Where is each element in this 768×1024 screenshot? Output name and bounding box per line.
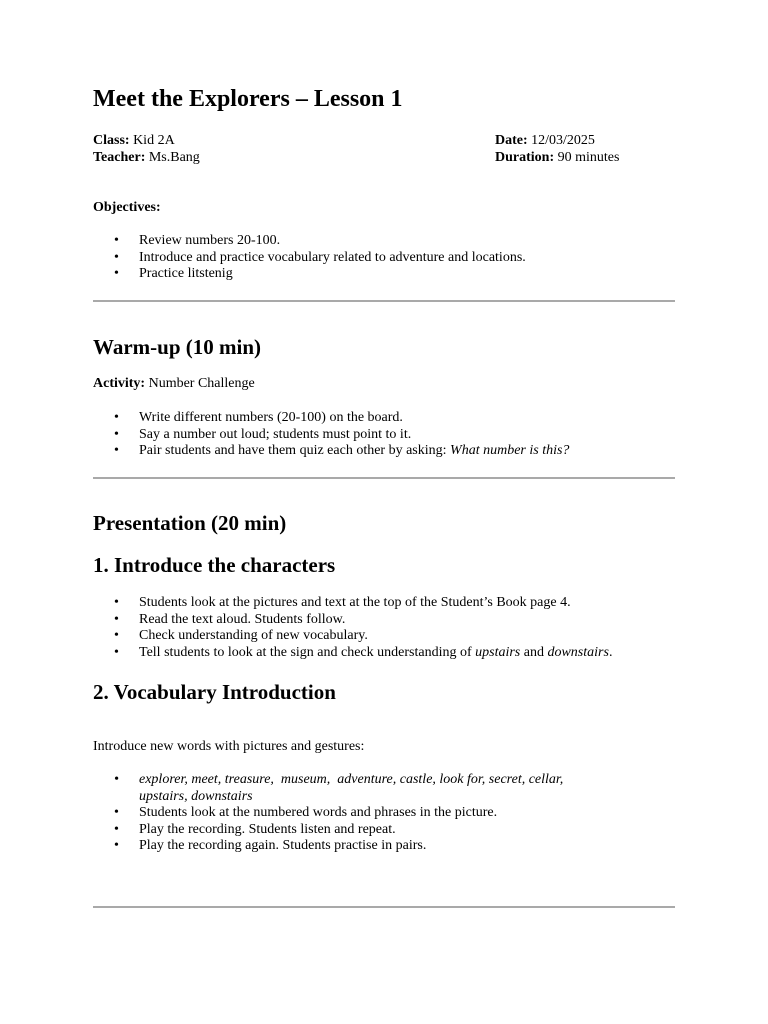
vocab-line-2: upstairs, downstairs bbox=[139, 788, 253, 804]
activity-line bbox=[93, 376, 255, 392]
list-item: • Students look at the numbered words and phrases in the picture. bbox=[93, 805, 653, 822]
class-row bbox=[93, 132, 200, 149]
vocabulary-list bbox=[93, 772, 653, 855]
page-title: Meet the Explorers – Lesson 1 bbox=[93, 86, 403, 112]
meta-right-column bbox=[495, 132, 619, 166]
vocabulary-intro: Introduce new words with pictures and gestures: bbox=[93, 739, 365, 754]
duration-row bbox=[495, 149, 619, 166]
list-item: • Review numbers 20-100. bbox=[93, 233, 653, 250]
section-divider bbox=[93, 906, 675, 908]
teacher-value: Ms.Bang bbox=[148, 150, 200, 165]
duration-label: Duration: bbox=[495, 150, 555, 165]
objectives-list bbox=[93, 233, 653, 283]
objectives-heading bbox=[93, 200, 161, 216]
warmup-list bbox=[93, 410, 653, 460]
teacher-row bbox=[93, 149, 200, 166]
list-item: • Practice litstenig bbox=[93, 266, 653, 283]
characters-list bbox=[93, 595, 653, 661]
list-item: • Students look at the pictures and text at the top of the Student’s Book page 4. bbox=[93, 595, 653, 612]
activity-value: Number Challenge bbox=[148, 376, 255, 391]
activity-label: Activity: bbox=[93, 376, 146, 391]
list-item: • Introduce and practice vocabulary related to adventure and locations. bbox=[93, 250, 653, 267]
list-item-text: Pair students and have them quiz each other by asking: bbox=[139, 443, 447, 459]
list-item: • Play the recording. Students listen and repeat. bbox=[93, 822, 653, 839]
vocabulary-heading: 2. Vocabulary Introduction bbox=[93, 680, 336, 704]
word-upstairs: upstairs bbox=[475, 644, 521, 660]
section-divider bbox=[93, 477, 675, 479]
objectives-heading-text: Objectives: bbox=[93, 200, 161, 215]
date-label: Date: bbox=[495, 133, 528, 148]
duration-value: 90 minutes bbox=[557, 150, 620, 165]
class-label: Class: bbox=[93, 133, 130, 148]
meta-left-column bbox=[93, 132, 200, 166]
quiz-question: What number is this? bbox=[450, 443, 570, 459]
introduce-characters-heading: 1. Introduce the characters bbox=[93, 553, 336, 577]
date-row bbox=[495, 132, 619, 149]
list-item: • Say a number out loud; students must point to it. bbox=[93, 427, 653, 444]
list-item: • Write different numbers (20-100) on the board. bbox=[93, 410, 653, 427]
list-item bbox=[93, 645, 653, 662]
vocab-words-item bbox=[93, 772, 653, 805]
word-downstairs: downstairs bbox=[547, 644, 609, 660]
list-item: • Read the text aloud. Students follow. bbox=[93, 612, 653, 629]
end-punct: . bbox=[608, 644, 613, 660]
list-item: • Check understanding of new vocabulary. bbox=[93, 628, 653, 645]
list-item bbox=[93, 443, 653, 460]
list-item: • Play the recording again. Students practise in pairs. bbox=[93, 838, 653, 855]
section-divider bbox=[93, 300, 675, 302]
list-item-text: Tell students to look at the sign and check understanding of bbox=[139, 644, 472, 660]
vocab-line-1: explorer, meet, treasure, museum, adventure, castle, look for, secret, cellar, bbox=[139, 772, 564, 787]
teacher-label: Teacher: bbox=[93, 150, 146, 165]
and-text: and bbox=[523, 644, 544, 660]
class-value: Kid 2A bbox=[133, 133, 175, 148]
presentation-heading: Presentation (20 min) bbox=[93, 511, 287, 535]
date-value: 12/03/2025 bbox=[531, 133, 595, 148]
warmup-heading: Warm-up (10 min) bbox=[93, 335, 261, 359]
